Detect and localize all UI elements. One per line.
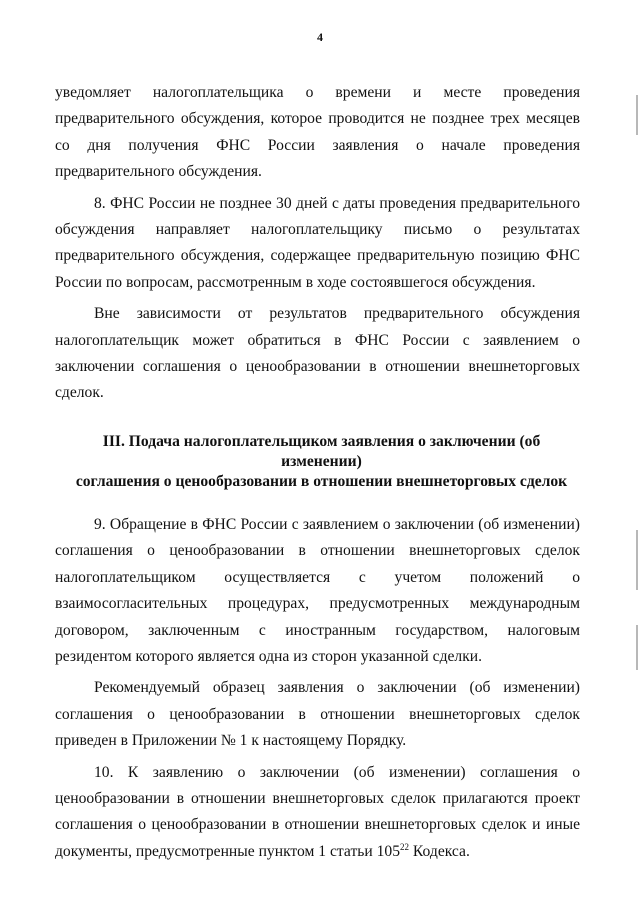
paragraph-sample-form: Рекомендуемый образец заявления о заключении (об изменении) соглашения о ценообразовании в отношении внешнеторговых сделок приведен в Приложении № 1 к настоящему Порядку. (55, 679, 580, 750)
scan-edge-mark (636, 95, 638, 135)
paragraph-item-9: 9. Обращение в ФНС России с заявлением о заключении (об изменении) соглашения о ценообразовании в отношении внешнеторговых сделок налогоплательщиком осуществляется с учетом положений о взаимосогласительных процедурах, предусмотренных международным договором, заключенным с иностранным государством, налоговым резидентом которого является одна из сторон указанной сделки. (55, 515, 580, 665)
article-superscript: 22 (400, 841, 410, 852)
paragraph-item-10-text: 10. К заявлению о заключении (об изменении) соглашения о ценообразовании в отношении внешнеторговых сделок прилагаются проект соглашения о ценообразовании в отношении внешнеторговых сделок и иные документы, предусмотренные пунктом 1 статьи 105 (55, 763, 580, 860)
paragraph-item-8: 8. ФНС России не позднее 30 дней с даты проведения предварительного обсуждения направляет налогоплательщику письмо о результатах предварительного обсуждения, содержащее предварительную позицию ФНС России по вопросам, рассмотренным в ходе состоявшегося обсуждения. (55, 194, 580, 291)
scan-edge-mark (636, 625, 638, 670)
section-heading-line-2: соглашения о ценообразовании в отношении внешнеторговых сделок (75, 472, 568, 490)
section-heading-line-1: III. Подача налогоплательщиком заявления о заключении (об изменении) (102, 432, 541, 470)
paragraph-regardless: Вне зависимости от результатов предварительного обсуждения налогоплательщик может обратиться в ФНС России с заявлением о заключении соглашения о ценообразовании в отношении внешнеторговых сделок. (55, 305, 580, 402)
document-body (55, 80, 580, 865)
page-number: 4 (317, 30, 323, 44)
paragraph-item-10-end: Кодекса. (409, 842, 470, 860)
scan-edge-mark (636, 530, 638, 590)
section-heading-iii (55, 432, 580, 492)
paragraph-continuation: уведомляет налогоплательщика о времени и месте проведения предварительного обсуждения, которое проводится не позднее трех месяцев со дня получения ФНС России заявления о начале проведения предварительного обсуждения. (55, 84, 580, 181)
paragraph-item-10 (55, 760, 580, 866)
